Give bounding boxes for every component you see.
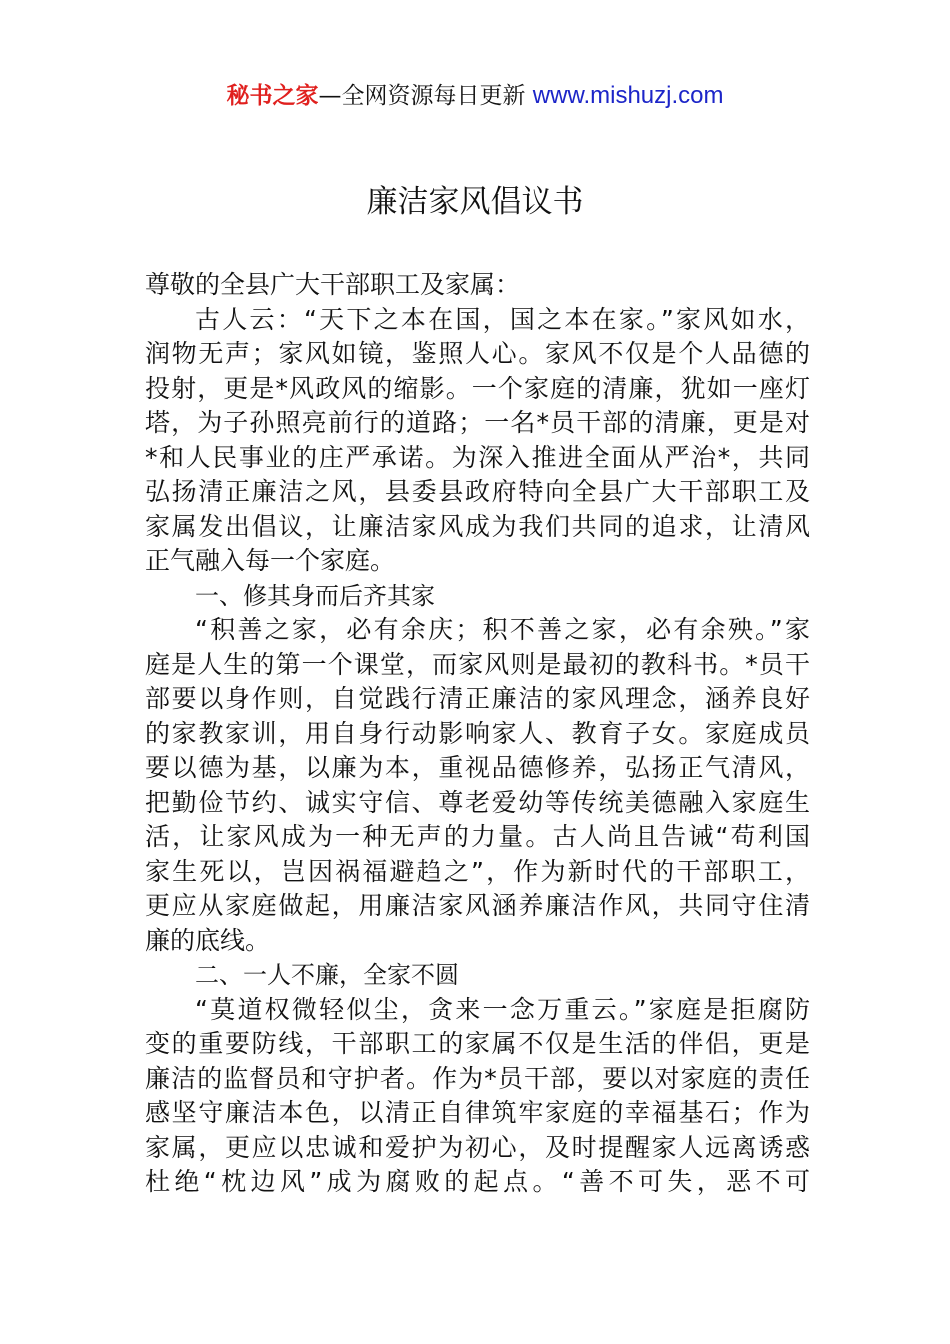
body-line: 弘扬清正廉洁之风，县委县政府特向全县广大干部职工及 xyxy=(145,477,810,506)
document-title: 廉洁家风倡议书 xyxy=(366,184,584,220)
body-line: 家生死以，岂因祸福避趋之”，作为新时代的干部职工， xyxy=(145,856,810,886)
banner-tagline: —全网资源每日更新 xyxy=(318,83,526,109)
document-body xyxy=(145,268,810,1200)
body-line: 家属发出倡议，让廉洁家风成为我们共同的追求，让清风 xyxy=(145,511,810,541)
section-heading: 二、一人不廉，全家不圆 xyxy=(195,961,459,989)
body-line: 家属，更应以忠诚和爱护为初心，及时提醒家人远离诱惑 xyxy=(145,1132,810,1162)
site-banner xyxy=(0,80,950,112)
body-line: 廉洁的监督员和守护者。作为*员干部，要以对家庭的责任 xyxy=(145,1063,810,1093)
body-line: 润物无声；家风如镜，鉴照人心。家风不仅是个人品德的 xyxy=(145,339,810,368)
body-line: 变的重要防线，干部职工的家属不仅是生活的伴侣，更是 xyxy=(145,1029,810,1058)
body-line: 的家教家训，用自身行动影响家人、教育子女。家庭成员 xyxy=(145,718,810,748)
body-line: 廉的底线。 xyxy=(145,925,271,955)
body-line: 塔，为子孙照亮前行的道路；一名*员干部的清廉，更是对 xyxy=(145,408,810,437)
body-line: 把勤俭节约、诚实守信、尊老爱幼等传统美德融入家庭生 xyxy=(145,787,810,817)
body-line: 更应从家庭做起，用廉洁家风涵养廉洁作风，共同守住清 xyxy=(145,891,810,920)
body-line: 活，让家风成为一种无声的力量。古人尚且告诫“苟利国 xyxy=(145,822,810,851)
body-line: *和人民事业的庄严承诺。为深入推进全面从严治*，共同 xyxy=(145,442,810,472)
brand-name: 秘书之家 xyxy=(226,83,319,109)
body-line: 正气融入每一个家庭。 xyxy=(145,546,396,575)
site-url-link[interactable]: www.mishuzj.com xyxy=(532,82,724,109)
body-line: 感坚守廉洁本色，以清正自律筑牢家庭的幸福基石；作为 xyxy=(145,1098,810,1127)
body-line: 要以德为基，以廉为本，重视品德修养，弘扬正气清风， xyxy=(145,753,810,782)
body-line: 杜绝“枕边风”成为腐败的起点。“善不可失，恶不可 xyxy=(145,1167,810,1196)
body-line: “积善之家，必有余庆；积不善之家，必有余殃。”家 xyxy=(195,615,810,644)
body-line: “莫道权微轻似尘，贪来一念万重云。”家庭是拒腐防 xyxy=(195,994,810,1024)
body-line: 部要以身作则，自觉践行清正廉洁的家风理念，涵养良好 xyxy=(145,684,810,713)
body-line: 古人云：“天下之本在国，国之本在家。”家风如水， xyxy=(195,304,810,334)
section-heading: 一、修其身而后齐其家 xyxy=(195,581,435,610)
body-line: 庭是人生的第一个课堂，而家风则是最初的教科书。*员干 xyxy=(145,649,810,679)
body-line: 投射，更是*风政风的缩影。一个家庭的清廉，犹如一座灯 xyxy=(145,373,810,403)
body-line: 尊敬的全县广大干部职工及家属： xyxy=(145,270,521,299)
